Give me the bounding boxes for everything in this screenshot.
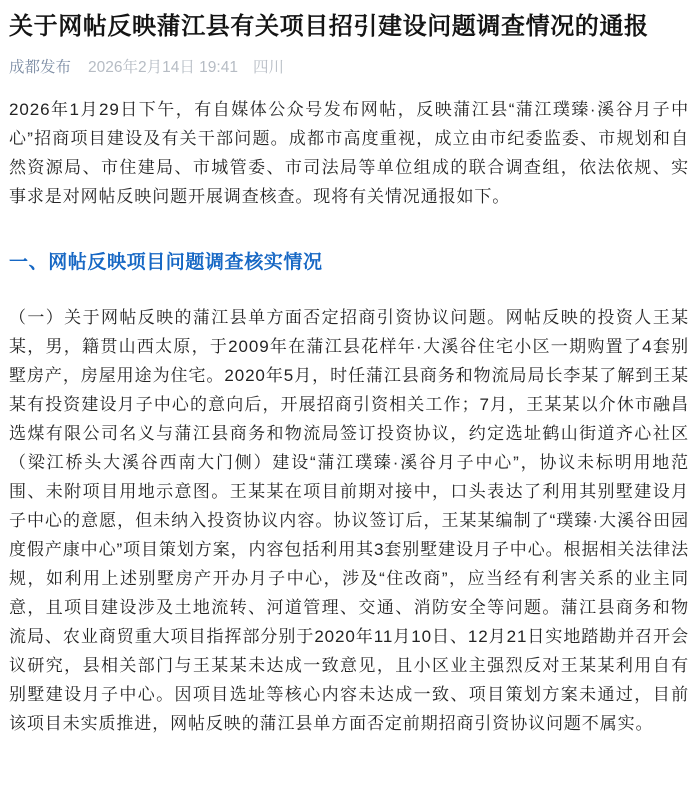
publisher-account-link[interactable]: 成都发布	[9, 59, 72, 76]
publish-location: 四川	[252, 59, 284, 76]
article-title: 关于网帖反映蒲江县有关项目招引建设问题调查情况的通报	[9, 13, 649, 40]
publish-datetime: 2026年2月14日 19:41	[88, 59, 238, 76]
section1-paragraph: （一）关于网帖反映的蒲江县单方面否定招商引资协议问题。网帖反映的投资人王某某，男，籍贯山西太原，于2009年在蒲江县花样年·大溪谷住宅小区一期购置了4套别墅房产，房屋用途为住宅。2020年5月，时任蒲江县商务和物流局局长李某了解到王某某有投资建设月子中心的意向后，开展招商引资相关工作；7月，王某某以介休市融昌选煤有限公司名义与蒲江县商务和物流局签订投资协议，约定选址鹤山街道齐心社区（梁江桥头大溪谷西南大门侧）建设“蒲江璞臻·溪谷月子中心”，协议未标明用地范围、未附项目用地示意图。王某某在项目前期对接中，口头表达了利用其别墅建设月子中心的意愿，但未纳入投资协议内容。协议签订后，王某某编制了“璞臻·大溪谷田园度假产康中心”项目策划方案，内容包括利用其3套别墅建设月子中心。根据相关法律法规，如利用上述别墅房产开办月子中心，涉及“住改商”，应当经有利害关系的业主同意，且项目建设涉及土地流转、河道管理、交通、消防安全等问题。蒲江县商务和物流局、农业商贸重大项目指挥部分别于2020年11月10日、12月21日实地踏勘并召开会议研究，县相关部门与王某某未达成一致意见，且小区业主强烈反对王某某利用自有别墅建设月子中心。因项目选址等核心内容未达成一致、项目策划方案未通过，目前该项目未实质推进，网帖反映的蒲江县单方面否定前期招商引资协议问题不属实。	[9, 308, 689, 733]
section-heading-1: 一、网帖反映项目问题调查核实情况	[9, 252, 323, 273]
byline	[9, 57, 689, 79]
intro-paragraph: 2026年1月29日下午，有自媒体公众号发布网帖，反映蒲江县“蒲江璞臻·溪谷月子中心”招商项目建设及有关干部问题。成都市高度重视，成立由市纪委监委、市规划和自然资源局、市住建局、市城管委、市司法局等单位组成的联合调查组，依法依规、实事求是对网帖反映问题开展调查核查。现将有关情况通报如下。	[9, 100, 689, 206]
article	[0, 10, 698, 738]
